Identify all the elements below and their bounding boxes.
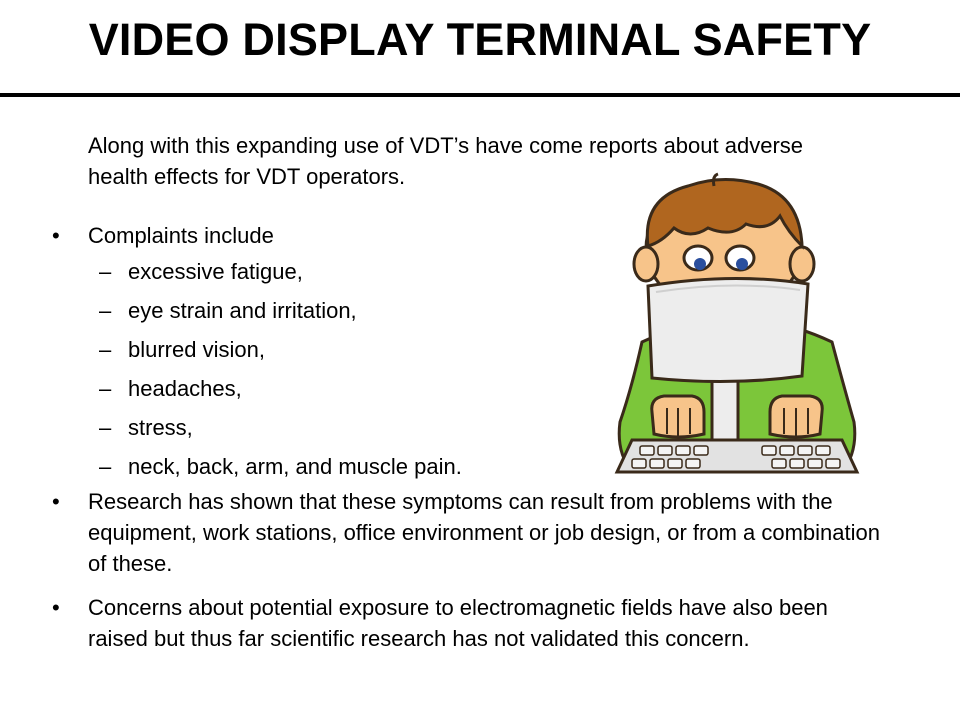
- sub-item-text: stress,: [128, 415, 193, 440]
- sub-item-text: headaches,: [128, 376, 242, 401]
- bullet-text: Complaints include: [88, 223, 274, 248]
- intro-paragraph: Along with this expanding use of VDT’s have come reports about adverse health effects for VDT operators.: [88, 133, 803, 189]
- bullet-text: Research has shown that these symptoms can result from problems with the equipment, work stations, office environment or job design, or from a combination of these.: [88, 489, 880, 576]
- sub-item-text: excessive fatigue,: [128, 259, 303, 284]
- dash-marker: –: [99, 454, 112, 479]
- left-ear: [634, 247, 658, 281]
- boy-at-computer-illustration: [612, 172, 862, 477]
- dash-marker: –: [99, 298, 112, 323]
- slide-title: VIDEO DISPLAY TERMINAL SAFETY: [88, 14, 872, 65]
- dash-marker: –: [99, 415, 112, 440]
- sub-item-text: neck, back, arm, and muscle pain.: [128, 454, 462, 479]
- right-pupil: [736, 258, 748, 270]
- dash-marker: –: [99, 337, 112, 362]
- dash-marker: –: [99, 259, 112, 284]
- bullet-marker: •: [52, 223, 60, 248]
- right-ear: [790, 247, 814, 281]
- bullet-marker: •: [52, 595, 60, 620]
- title-divider: [0, 93, 960, 97]
- dash-marker: –: [99, 376, 112, 401]
- bullet-text: Concerns about potential exposure to electromagnetic fields have also been raised but thus far scientific research has not validated this concern.: [88, 595, 828, 651]
- monitor-shape: [648, 278, 808, 381]
- left-pupil: [694, 258, 706, 270]
- bullet-marker: •: [52, 489, 60, 514]
- sub-item-text: blurred vision,: [128, 337, 265, 362]
- sub-item-text: eye strain and irritation,: [128, 298, 357, 323]
